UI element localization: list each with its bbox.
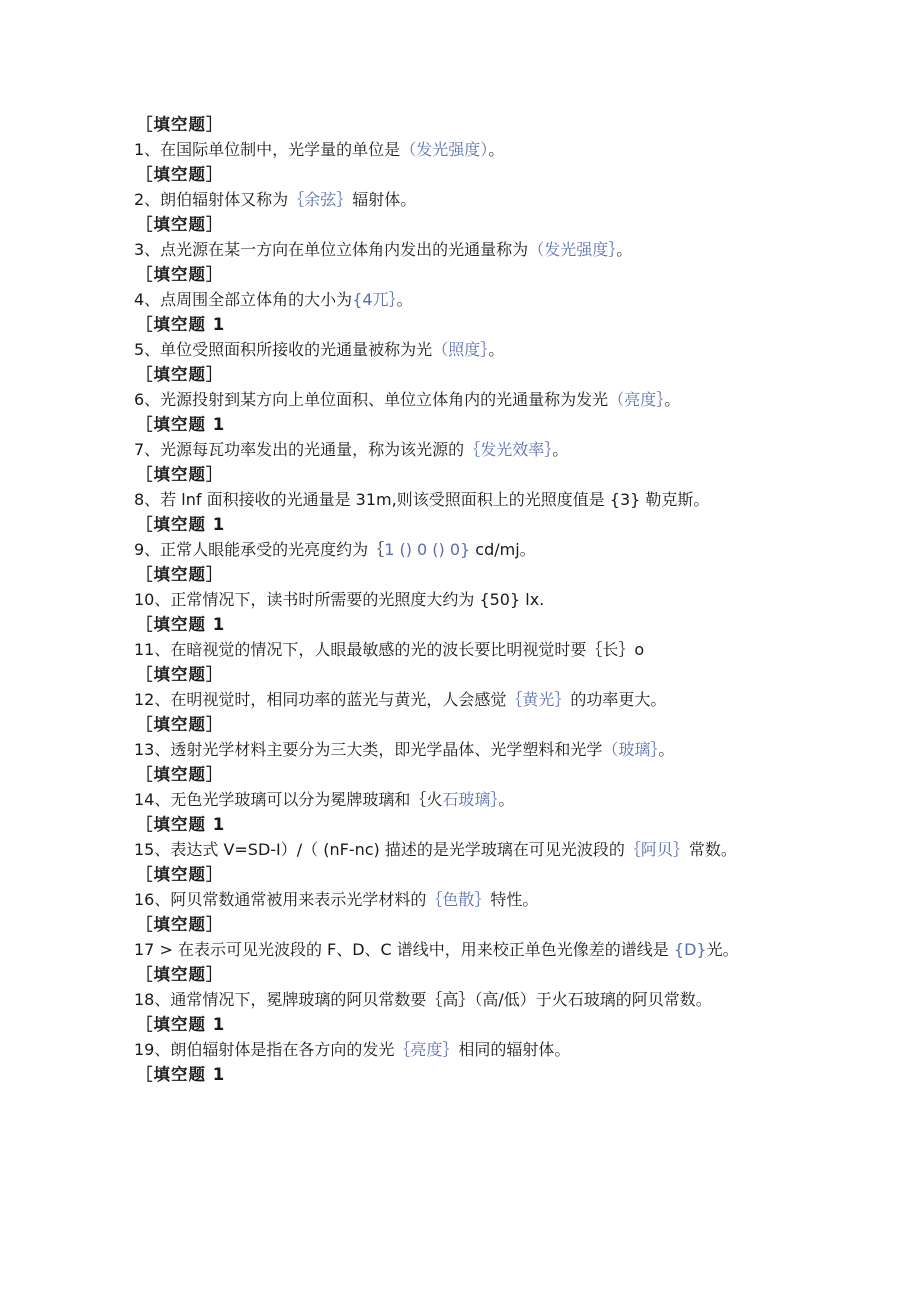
question-type-tag: ［填空题］ [136,165,224,184]
question-text: 7、光源每瓦功率发出的光通量，称为该光源的｛发光效率｝。 [134,440,569,459]
question-9 [134,512,794,562]
question-12 [134,662,794,712]
question-type-tag: ［填空题］ [136,565,224,584]
question-10 [134,562,794,612]
question-6 [134,362,794,412]
question-20 [134,1062,794,1087]
question-text: 19、朗伯辐射体是指在各方向的发光｛亮度｝相同的辐射体。 [134,1040,571,1059]
question-5 [134,312,794,362]
question-2 [134,162,794,212]
answer: （发光强度） [400,140,489,159]
answer: （玻璃｝ [602,740,659,759]
question-text: 9、正常人眼能承受的光亮度约为｛1 () 0 () 0} cd/mj。 [134,540,536,559]
question-7 [134,412,794,462]
question-type-tag: ［填空题 1 [136,1065,226,1084]
question-13 [134,712,794,762]
question-type-tag: ［填空题］ [136,865,224,884]
question-text: 12、在明视觉时，相同功率的蓝光与黄光，人会感觉｛黄光｝的功率更大。 [134,690,667,709]
question-text: 18、通常情况下，冕牌玻璃的阿贝常数要｛高｝（高/低）于火石玻璃的阿贝常数。 [134,990,712,1009]
answer: ｛黄光｝ [506,690,571,709]
answer: （亮度｝ [608,390,665,409]
answer: 1 () 0 () 0} [384,540,471,559]
question-text: 5、单位受照面积所接收的光通量被称为光（照度｝。 [134,340,505,359]
question-type-tag: ［填空题 1 [136,515,226,534]
answer: ｛色散｝ [426,890,491,909]
answer: 石玻璃｝ [442,790,499,809]
question-11 [134,612,794,662]
question-1 [134,112,794,162]
answer: （发光强度｝ [528,240,617,259]
question-type-tag: ［填空题 1 [136,415,226,434]
question-text: 4、点周围全部立体角的大小为{4兀｝。 [134,290,413,309]
question-text: 15、表达式 V=SD-I）/（ (nF-nc) 描述的是光学玻璃在可见光波段的｛阿贝｝常数。 [134,840,737,859]
question-text: 2、朗伯辐射体又称为｛余弦｝辐射体。 [134,190,417,209]
question-text: 16、阿贝常数通常被用来表示光学材料的｛色散｝特性。 [134,890,539,909]
question-8 [134,462,794,512]
question-15 [134,812,794,862]
question-type-tag: ［填空题］ [136,765,224,784]
question-type-tag: ［填空题］ [136,965,224,984]
answer: {4兀｝ [352,290,397,309]
question-type-tag: ［填空题］ [136,665,224,684]
question-type-tag: ［填空题 1 [136,1015,226,1034]
question-text: 11、在暗视觉的情况下，人眼最敏感的光的波长要比明视觉时要｛长｝o [134,640,645,659]
question-type-tag: ［填空题］ [136,215,224,234]
question-text: 14、无色光学玻璃可以分为冕牌玻璃和｛火石玻璃｝。 [134,790,515,809]
question-18 [134,962,794,1012]
answer: （照度｝ [432,340,489,359]
question-text: 8、若 lnf 面积接收的光通量是 31m,则该受照面积上的光照度值是 {3} 勒克斯。 [134,490,710,509]
question-text: 3、点光源在某一方向在单位立体角内发出的光通量称为（发光强度｝。 [134,240,633,259]
question-text: 1、在国际单位制中，光学量的单位是（发光强度）。 [134,140,505,159]
question-type-tag: ［填空题 1 [136,815,226,834]
question-type-tag: ［填空题］ [136,265,224,284]
question-19 [134,1012,794,1062]
question-type-tag: ［填空题 1 [136,615,226,634]
question-type-tag: ［填空题］ [136,115,224,134]
question-text: 13、透射光学材料主要分为三大类，即光学晶体、光学塑料和光学（玻璃｝。 [134,740,675,759]
document-page [134,112,794,1087]
answer: ｛阿贝｝ [624,840,689,859]
question-text: 17 > 在表示可见光波段的 F、D、C 谱线中，用来校正单色光像差的谱线是 {D}光。 [134,940,739,959]
question-3 [134,212,794,262]
question-text: 10、正常情况下，读书时所需要的光照度大约为 {50} lx. [134,590,545,609]
question-4 [134,262,794,312]
answer: {D} [668,940,707,959]
question-type-tag: ［填空题 1 [136,315,226,334]
answer: ｛发光效率｝ [464,440,553,459]
answer: ｛亮度｝ [394,1040,459,1059]
question-type-tag: ［填空题］ [136,915,224,934]
answer: ｛余弦｝ [288,190,353,209]
question-text: 6、光源投射到某方向上单位面积、单位立体角内的光通量称为发光（亮度｝。 [134,390,681,409]
question-type-tag: ［填空题］ [136,365,224,384]
question-type-tag: ［填空题］ [136,465,224,484]
question-17 [134,912,794,962]
question-14 [134,762,794,812]
question-16 [134,862,794,912]
question-type-tag: ［填空题］ [136,715,224,734]
